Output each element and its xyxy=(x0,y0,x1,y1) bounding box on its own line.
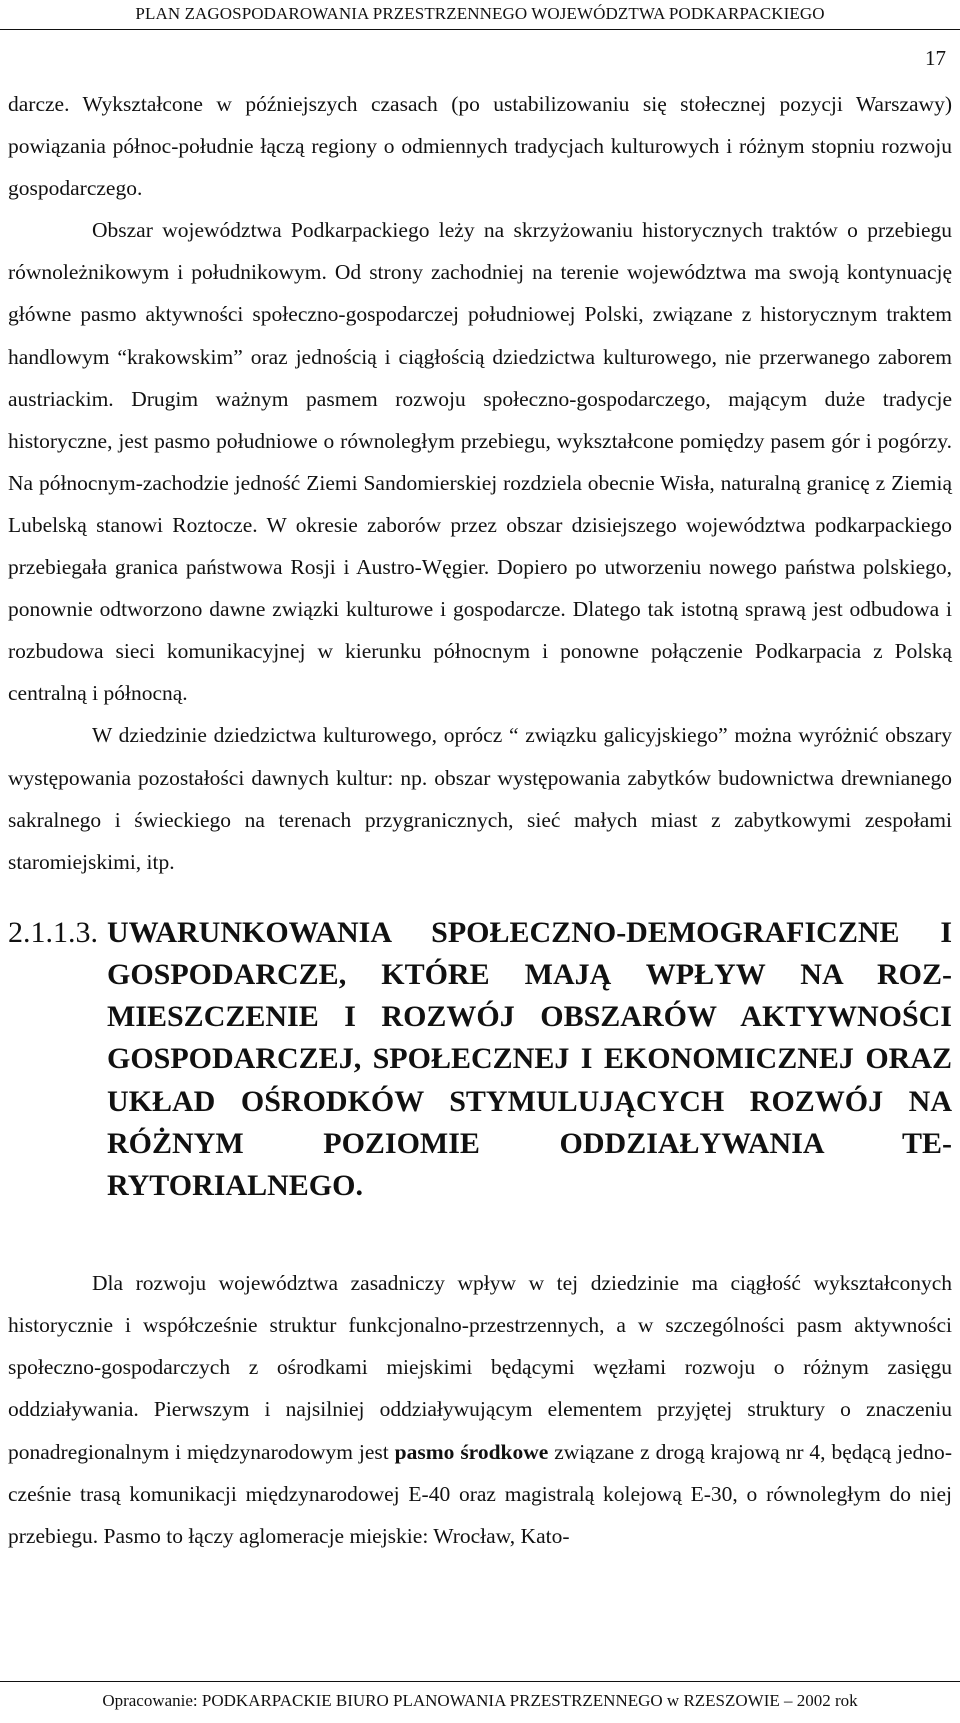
header-rule xyxy=(0,29,960,30)
footer-credit: Opracowanie: PODKARPACKIE BIURO PLANOWANIA PRZESTRZENNEGO w RZESZOWIE – 2002 rok xyxy=(102,1691,858,1710)
paragraph-continuation: darcze. Wykształcone w późniejszych czasach (po ustabilizowaniu się stołecznej pozycji Warszawy) powiązania północ-południe łączą regiony o odmiennych tradycjach kulturowych i różnym stopniu rozwoju gospodarczego. xyxy=(8,92,952,201)
running-header-title: PLAN ZAGOSPODAROWANIA PRZESTRZENNEGO WOJEWÓDZTWA PODKARPACKIEGO xyxy=(135,4,825,23)
page-header xyxy=(0,0,960,36)
paragraph-text-end: związane z drogą krajową nr 4, będącą jednocześnie trasą komunikacji międzynarodowej E-40 oraz magistralą kolejową E-30, o równoległym do niej przebiegu. Pasmo to łączy aglomeracje miejskie: Wrocław, Kato- xyxy=(8,1439,952,1548)
paragraph-region-location: Obszar województwa Podkarpackiego leży na skrzyżowaniu historycznych traktów o przebiegu równoleżnikowym i południkowym. Od strony zachodniej na terenie województwa ma swoją kontynuację główne pasmo aktywności społeczno-gospodarczej południowej Polski, związane z historycznym traktem handlowym “krakowskim” oraz jednością i ciągłością dziedzictwa kulturowego, nie przerwanego zaborem austriackim. Drugim ważnym pasmem rozwoju społeczno-gospodarczego, mającym duże tradycje historyczne, jest pasmo południowe o równoległym przebiegu, wykształcone pomiędzy pasem gór i pogórzy. Na północnym-zachodzie jedność Ziemi Sandomierskiej rozdziela obecnie Wisła, naturalną granicę z Ziemią Lubelską stanowi Roztocze. W okresie zaborów przez obszar dzisiejszego województwa podkarpackiego przebiegała granica państwowa Rosji i Austro-Węgier. Dopiero po utworzeniu nowego państwa polskiego, ponownie odtworzono dawne związki kulturowe i gospodarcze. Dlatego tak istotną sprawą jest odbudowa i rozbudowa sieci komunikacyjnej w kierunku północnym i ponowne połączenie Podkarpacia z Polską centralną i północną. xyxy=(8,218,952,706)
paragraph-development-bands xyxy=(8,1262,952,1557)
section-number: 2.1.1.3. xyxy=(8,915,98,949)
document-body xyxy=(8,83,952,1557)
paragraph-text-start: Dla rozwoju województwa zasadniczy wpływ w tej dziedzinie ma ciągłość wykształconych historycznie i współcześnie struktur funkcjonalno-przestrzennych, a w szczególności pasm aktywności społeczno-gospodarczych z ośrodkami miejskimi będącymi węzłami rozwoju o różnym zasięgu oddziaływania. Pierwszym i najsilniej oddziaływującym elementem przyjętej struktury o znaczeniu ponadregionalnym i międzynarodowym jest xyxy=(8,1271,952,1464)
paragraph-cultural-heritage: W dziedzinie dziedzictwa kulturowego, oprócz “ związku galicyjskiego” można wyróżnić obszary występowania pozostałości dawnych kultur: np. obszar występowania zabytków budownictwa drewnianego sakralnego i świeckiego na terenach przygranicznych, sieć małych miast z zabytkowymi zespołami staromiejskimi, itp. xyxy=(8,723,952,874)
page-number: 17 xyxy=(925,46,946,70)
emphasis-middle-band: pasmo środkowe xyxy=(394,1439,549,1464)
section-heading xyxy=(8,912,952,1207)
page-footer xyxy=(0,1677,960,1723)
footer-rule xyxy=(0,1681,960,1682)
section-title: UWARUNKOWANIA SPOŁECZNO-DEMOGRAFICZNE I GOSPODARCZE, KTÓRE MAJĄ WPŁYW NA ROZMIESZCZENIE I ROZWÓJ OBSZARÓW AKTYWNOŚCI GOSPODARCZEJ, SPOŁECZNEJ I EKONOMICZNEJ ORAZ UKŁAD OŚRODKÓW STYMULUJĄCYCH ROZWÓJ NA RÓŻNYM POZIOMIE ODDZIAŁYWANIA TERYTORIALNEGO. xyxy=(107,915,952,1202)
